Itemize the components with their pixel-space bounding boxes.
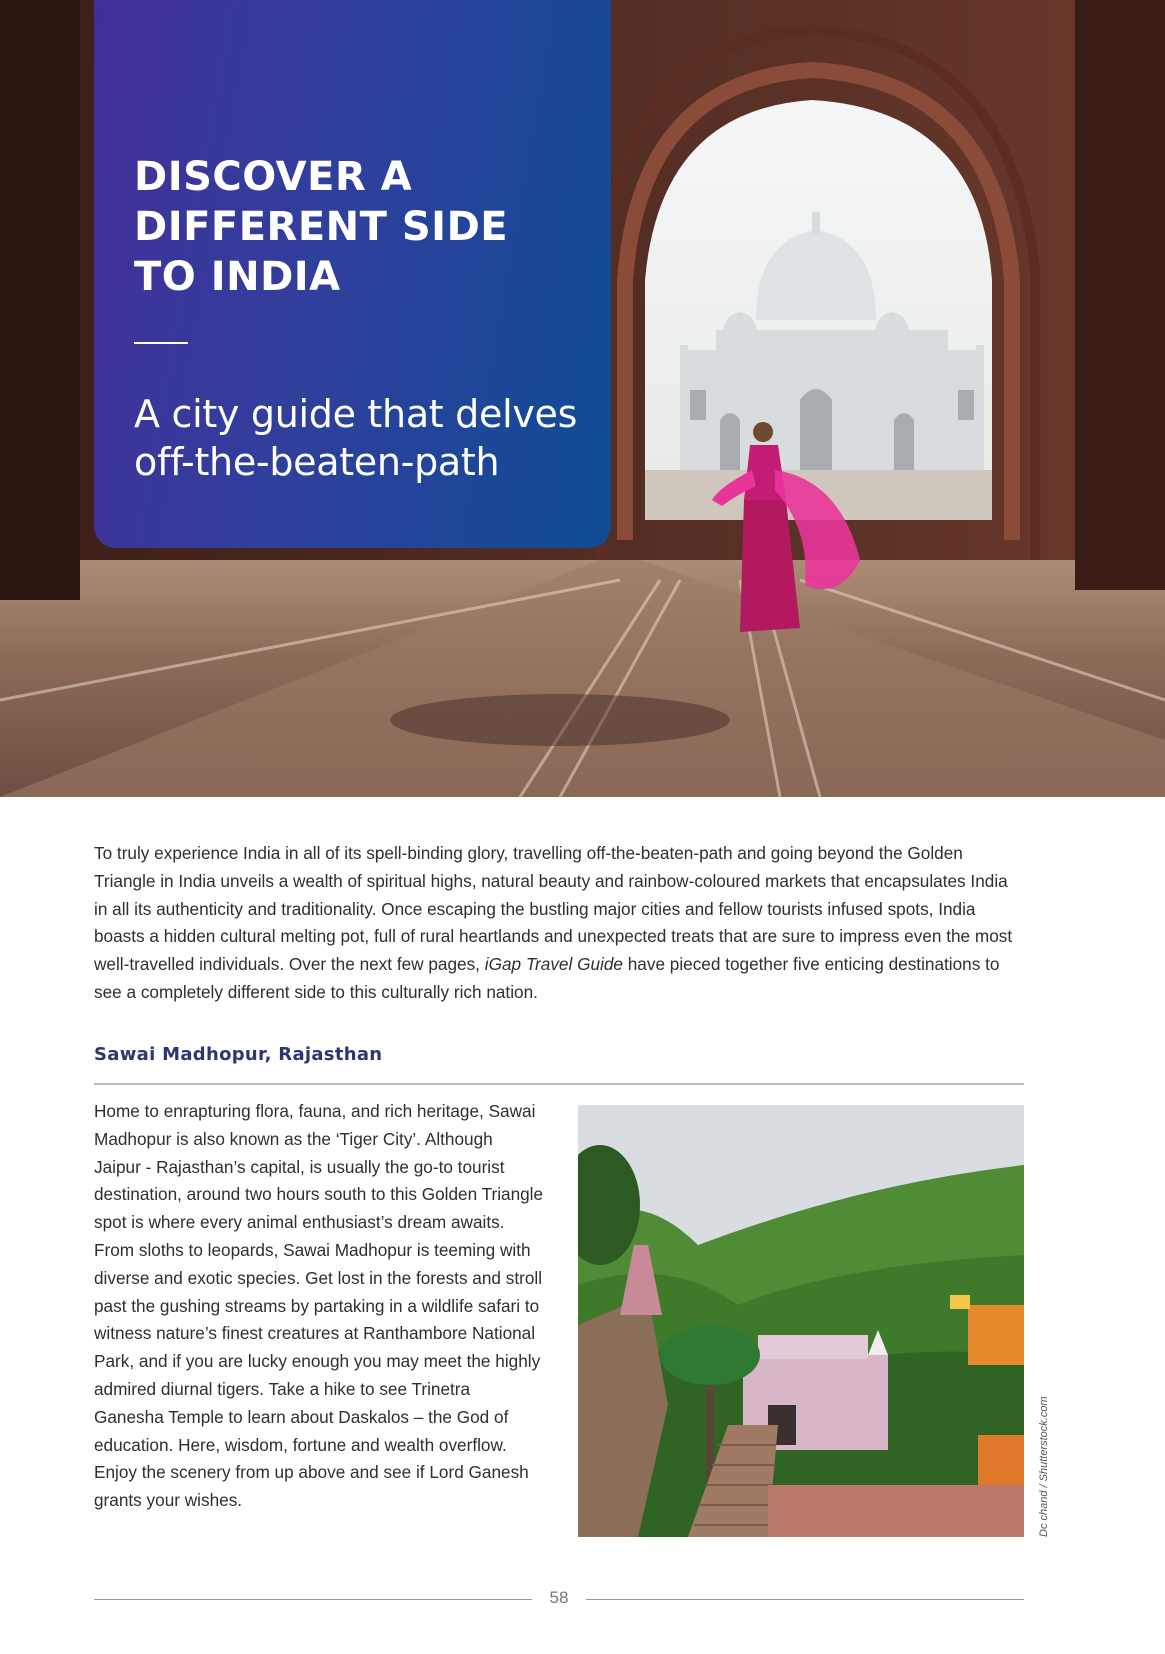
title-panel xyxy=(94,0,611,548)
section-heading: Sawai Madhopur, Rajasthan xyxy=(94,1044,383,1065)
intro-text-end: have pieced together five enticing destinations to see a completely different side to this culturally rich nation. xyxy=(94,954,1000,1002)
title-divider xyxy=(134,342,188,344)
footer-rule-left xyxy=(94,1599,532,1600)
page-subtitle: A city guide that delves off-the-beaten-path xyxy=(134,392,578,484)
page-number: 58 xyxy=(549,1588,569,1607)
intro-publication-name: iGap Travel Guide xyxy=(484,954,623,975)
intro-text-start: To truly experience India in all of its spell-binding glory, travelling off-the-beaten-path and going beyond the Golden Triangle in India unveils a wealth of spiritual highs, natural beauty and rainbow-coloured markets that encapsulates India in all its authenticity and traditionality. Once escaping the bustling major cities and fellow tourists infused spots, India boasts a hidden cultural melting pot, full of rural heartlands and unexpected treats that are sure to impress even the most well-travelled individuals. Over the next few pages, xyxy=(94,843,1013,975)
hero-image xyxy=(0,0,1165,797)
temple-hillside-image xyxy=(578,1105,1024,1537)
section-divider xyxy=(94,1083,1024,1085)
intro-paragraph xyxy=(94,840,1024,1007)
footer-rule-right xyxy=(586,1599,1024,1600)
temple-photo xyxy=(578,1105,1024,1537)
section-body: Home to enrapturing flora, fauna, and rich heritage, Sawai Madhopur is also known as the ‘Tiger City’. Although Jaipur - Rajasthan’s capital, is usually the go-to tourist destination, around two hours south to this Golden Triangle spot is where every animal enthusiast’s dream awaits. From sloths to leopards, Sawai Madhopur is teeming with diverse and exotic species. Get lost in the forests and stroll past the gushing streams by partaking in a wildlife safari to witness nature’s finest creatures at Ranthambore National Park, and if you are lucky enough you may meet the highly admired diurnal tigers. Take a hike to see Trinetra Ganesha Temple to learn about Daskalos – the God of education. Here, wisdom, fortune and wealth overflow. Enjoy the scenery from up above and see if Lord Ganesh grants your wishes. xyxy=(94,1101,544,1511)
page-title: DISCOVER A DIFFERENT SIDE TO INDIA xyxy=(134,154,509,300)
photo-credit: Dc chand / Shutterstock.com xyxy=(1038,1396,1050,1537)
